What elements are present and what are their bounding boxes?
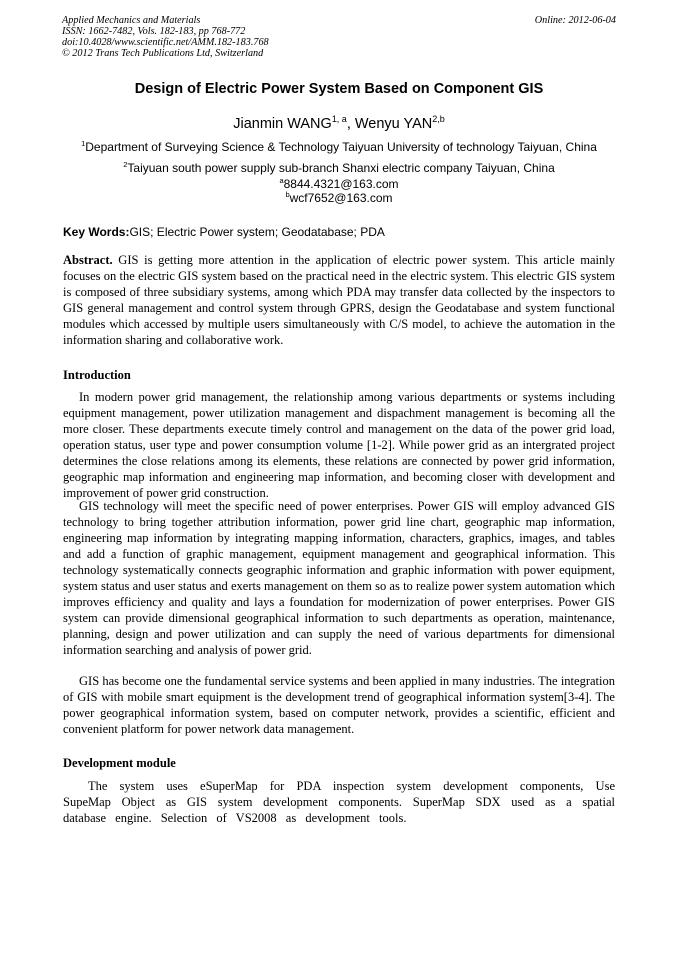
development-paragraph: The system uses eSuperMap for PDA inspection system development components, Use SupeMap Object as GIS system development components. SuperMap SDX used as a spatial database engine. Selection of VS2008 as development tools. — [63, 779, 615, 825]
journal-issn: ISSN: 1662-7482, Vols. 182-183, pp 768-772 — [62, 26, 246, 37]
development-heading: Development module — [63, 756, 176, 770]
author-list — [0, 116, 678, 132]
email-b-text: wcf7652@163.com — [289, 191, 393, 205]
introduction-heading: Introduction — [63, 368, 131, 382]
author-1: Jianmin WANG — [233, 116, 332, 132]
online-date: Online: 2012-06-04 — [534, 15, 616, 26]
keywords-label: Key Words: — [63, 225, 130, 239]
keywords — [63, 225, 615, 239]
author-separator: , — [346, 116, 355, 132]
email-a-sup: a — [279, 176, 284, 185]
journal-doi: doi:10.4028/www.scientific.net/AMM.182-183.768 — [62, 37, 269, 48]
intro-paragraph-2: GIS technology will meet the specific need of power enterprises. Power GIS will employ advanced GIS technology to bring together attribution information, power grid line chart, geographic map information, engineering map information by integrating mapping information, characters, graphics, images, and tables and add a function of graphic management, equipment management and geographical information. This technology systematically connects geographic information and graphic information with power equipment, system status and user status and exerts management on them so as to realize power system automation which improves efficiency and quality and lays a foundation for modernization of power enterprises. Power GIS system can provide dimensional geographical information to such departments as operation, maintenance, planning, design and power utilization and can supply the need of various departments for dimensional information searching and analysis of power grid. — [63, 499, 615, 657]
email-a-text: 8844.4321@163.com — [283, 177, 399, 191]
author-2-sup: 2,b — [432, 114, 445, 125]
affiliation-1-text: Department of Surveying Science & Technology Taiyuan University of technology Taiyuan, China — [85, 140, 597, 154]
intro-paragraph-3: GIS has become one the fundamental service systems and been applied in many industries. The integration of GIS with mobile smart equipment is the development trend of geographical information system[3-4]. The power geographical information system, based on computer network, provides a scientific, efficient and convenient platform for power network data management. — [63, 674, 615, 736]
paper-title: Design of Electric Power System Based on Component GIS — [134, 81, 544, 97]
email-a — [0, 177, 678, 191]
author-1-sup: 1, a — [331, 114, 347, 125]
abstract-text: GIS is getting more attention in the application of electric power system. This article mainly focuses on the electric GIS system based on the practical need in the electric system. This electric GIS system is composed of three subsidiary systems, among which PDA may transfer data collected by the inspectors to GIS general management and control system through GPRS, design the Geodatabase and system functional modules which accessed by multiple users simultaneously with C/S model, to achieve the automation in the information sharing and collaborative work. — [63, 253, 615, 347]
journal-copyright: © 2012 Trans Tech Publications Ltd, Switzerland — [62, 48, 264, 59]
affiliation-1 — [0, 140, 678, 154]
affiliation-2-sup: 2 — [123, 160, 128, 169]
affiliation-1-sup: 1 — [81, 139, 86, 148]
affiliation-2 — [0, 161, 678, 175]
journal-header — [62, 15, 616, 59]
abstract — [63, 252, 615, 348]
keywords-text: GIS; Electric Power system; Geodatabase; PDA — [129, 225, 385, 239]
affiliation-2-text: Taiyuan south power supply sub-branch Shanxi electric company Taiyuan, China — [127, 161, 555, 175]
journal-name: Applied Mechanics and Materials — [62, 15, 201, 26]
author-2: Wenyu YAN — [354, 116, 433, 132]
email-b-sup: b — [285, 190, 290, 199]
email-b — [0, 191, 678, 205]
abstract-label: Abstract. — [63, 253, 113, 267]
intro-paragraph-1: In modern power grid management, the relationship among various departments or systems including equipment management, power utilization management and dispachment management is becoming all the more closer. These departments execute timely control and management on the data of the power grid load, operation status, user type and power consumption volume [1-2]. While power grid as an intergrated project determines the close relations among its elements, these relations are connected by power grid information, geographic map information and engineering map information, and becoming closer with development and improvement of power grid construction. — [63, 390, 615, 500]
